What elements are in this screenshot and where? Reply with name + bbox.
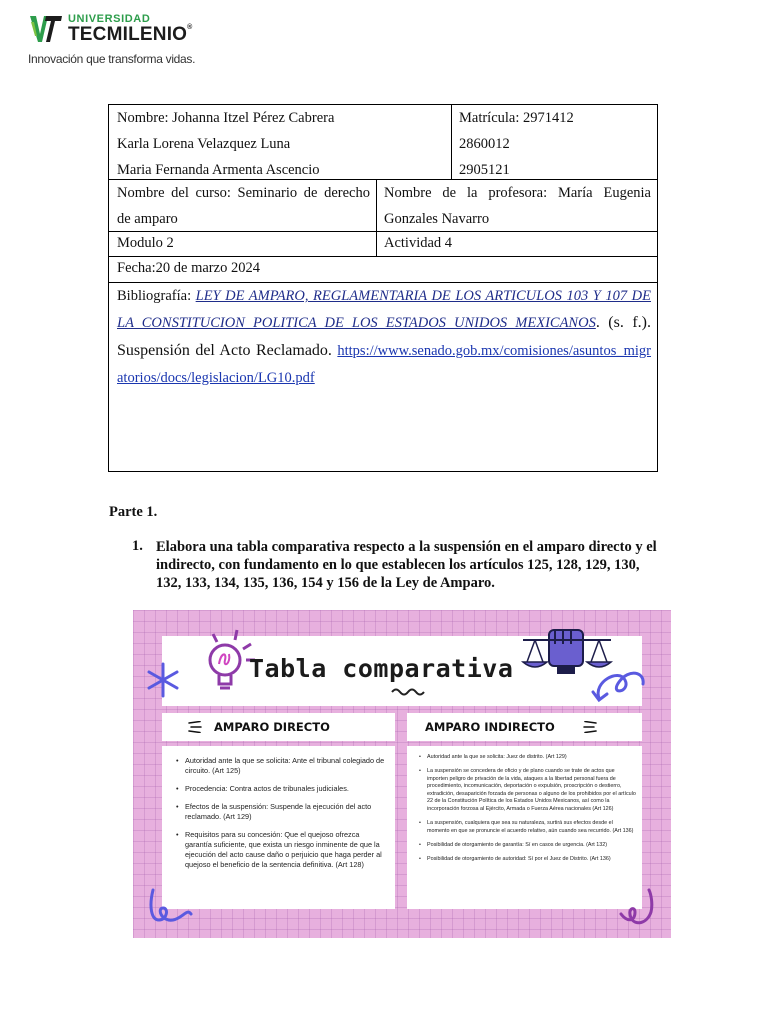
- bibliography-details: . (s. f.). Suspensión del Acto Reclamado.: [117, 314, 651, 359]
- amparo-indirecto-header: [407, 713, 642, 741]
- list-item: • Posibilidad de otorgamiento de garantía: Sí en casos de urgencia. (Art 132): [419, 842, 636, 850]
- graphic-title: Tabla comparativa: [249, 654, 514, 683]
- amparo-directo-header: [162, 713, 395, 741]
- student-info-table: [108, 104, 658, 472]
- matricula-cell: [451, 105, 657, 179]
- matricula-3: 2905121: [459, 162, 510, 178]
- date-row: [109, 257, 657, 283]
- bibliography-row: [109, 283, 657, 471]
- bibliography-title[interactable]: LEY DE AMPARO, REGLAMENTARIA DE LOS ARTICULOS 103 Y 107 DE LA CONSTITUCION POLITICA DE LOS ESTADOS UNIDOS MEXICANOS: [117, 288, 651, 331]
- tecmilenio-logo-icon: [28, 12, 64, 44]
- section-heading: Parte 1.: [109, 504, 158, 520]
- matricula-1: Matrícula: 2971412: [459, 110, 574, 126]
- list-item: • Requisitos para su concesión: Que el quejoso ofrezca garantía suficiente, que exista un riesgo inminente de que la ejecución del acto cause daño o perjuicio que haga perder al quejoso el beneficio de la sentencia definitiva. (Art 128): [176, 830, 387, 869]
- professor-name: Nombre de la profesora: María Eugenia Gonzales Navarro: [384, 185, 651, 227]
- activity: Actividad 4: [384, 235, 453, 251]
- names-row: [109, 105, 657, 180]
- question-number: 1.: [132, 538, 143, 554]
- course-name: Nombre del curso: Seminario de derecho de amparo: [117, 185, 370, 227]
- module: Modulo 2: [117, 235, 174, 251]
- squiggle-decoration: [391, 686, 425, 696]
- bibliography: [109, 283, 657, 471]
- loop-doodle-right: [617, 888, 661, 928]
- list-item: • La suspensión, cualquiera que sea su naturaleza, surtirá sus efectos desde el momento en que se pronuncie el acuerdo relativo, aún cuando sea recurrido. (Art 136): [419, 820, 636, 835]
- loop-doodle-left: [147, 886, 195, 926]
- list-item: • Autoridad ante la que se solicita: Ante el tribunal colegiado de circuito. (Art 125): [176, 756, 387, 776]
- list-item: • Autoridad ante la que se solicita: Juez de distrito. (Art 129): [419, 754, 636, 762]
- question-text: Elabora una tabla comparativa respecto a la suspensión en el amparo directo y el indirecto, con fundamento en lo que establecen los artículos 125, 128, 129, 130, 132, 133, 134, 135, 136, 154 y 156 de la Ley de Amparo.: [156, 539, 657, 591]
- amparo-directo-label: AMPARO DIRECTO: [214, 720, 330, 734]
- student-name-1: Nombre: Johanna Itzel Pérez Cabrera: [117, 110, 335, 126]
- names-cell: [109, 105, 451, 179]
- amparo-indirecto-panel: [407, 746, 642, 909]
- logo-tagline: Innovación que transforma vidas.: [28, 52, 196, 66]
- date: Fecha:20 de marzo 2024: [117, 260, 260, 276]
- curly-arrow-icon: [589, 662, 651, 708]
- logo-university-text: UNIVERSIDAD: [68, 13, 151, 25]
- university-logo: [28, 12, 218, 68]
- list-item: • La suspensión se concedera de oficio y de plano cuando se trate de actos que importen peligro de privación de la vida, ataques a la libertad personal fuera de procedimiento, incomunicación, deportación o expulsión, proscripción o destierro, extradición, desaparición forzada de personas o alguno de los prohibidos por el artículo 22 de la Constitución Política de los Estados Unidos Mexicanos, así como la incorporación forzosa al Ejército, Armada o Fuerza Aérea nacionales (Art 126): [419, 768, 636, 814]
- logo-name: TECMILENIO®: [68, 24, 193, 45]
- list-item: • Procedencia: Contra actos de tribunales judiciales.: [176, 784, 387, 794]
- course-row: [109, 180, 657, 232]
- list-item: • Efectos de la suspensión: Suspende la ejecución del acto reclamado. (Art 129): [176, 802, 387, 822]
- amparo-directo-panel: [162, 746, 395, 909]
- student-name-2: Karla Lorena Velazquez Luna: [117, 136, 291, 152]
- module-row: [109, 232, 657, 257]
- bibliography-link[interactable]: https://www.senado.gob.mx/comisiones/asuntos_migratorios/docs/legislacion/LG10.pdf: [117, 343, 651, 386]
- amparo-indirecto-label: AMPARO INDIRECTO: [425, 720, 555, 734]
- emphasis-lines-icon: [188, 721, 202, 733]
- bibliography-label: Bibliografía:: [117, 288, 196, 304]
- emphasis-lines-icon: [583, 721, 597, 733]
- sparkle-icon: [143, 660, 183, 700]
- list-item: • Posibilidad de otorgamiento de autoridad: Sí por el Juez de Distrito. (Art 136): [419, 856, 636, 864]
- matricula-2: 2860012: [459, 136, 510, 152]
- student-name-3: Maria Fernanda Armenta Ascencio: [117, 162, 320, 178]
- comparison-table-graphic: [133, 610, 671, 938]
